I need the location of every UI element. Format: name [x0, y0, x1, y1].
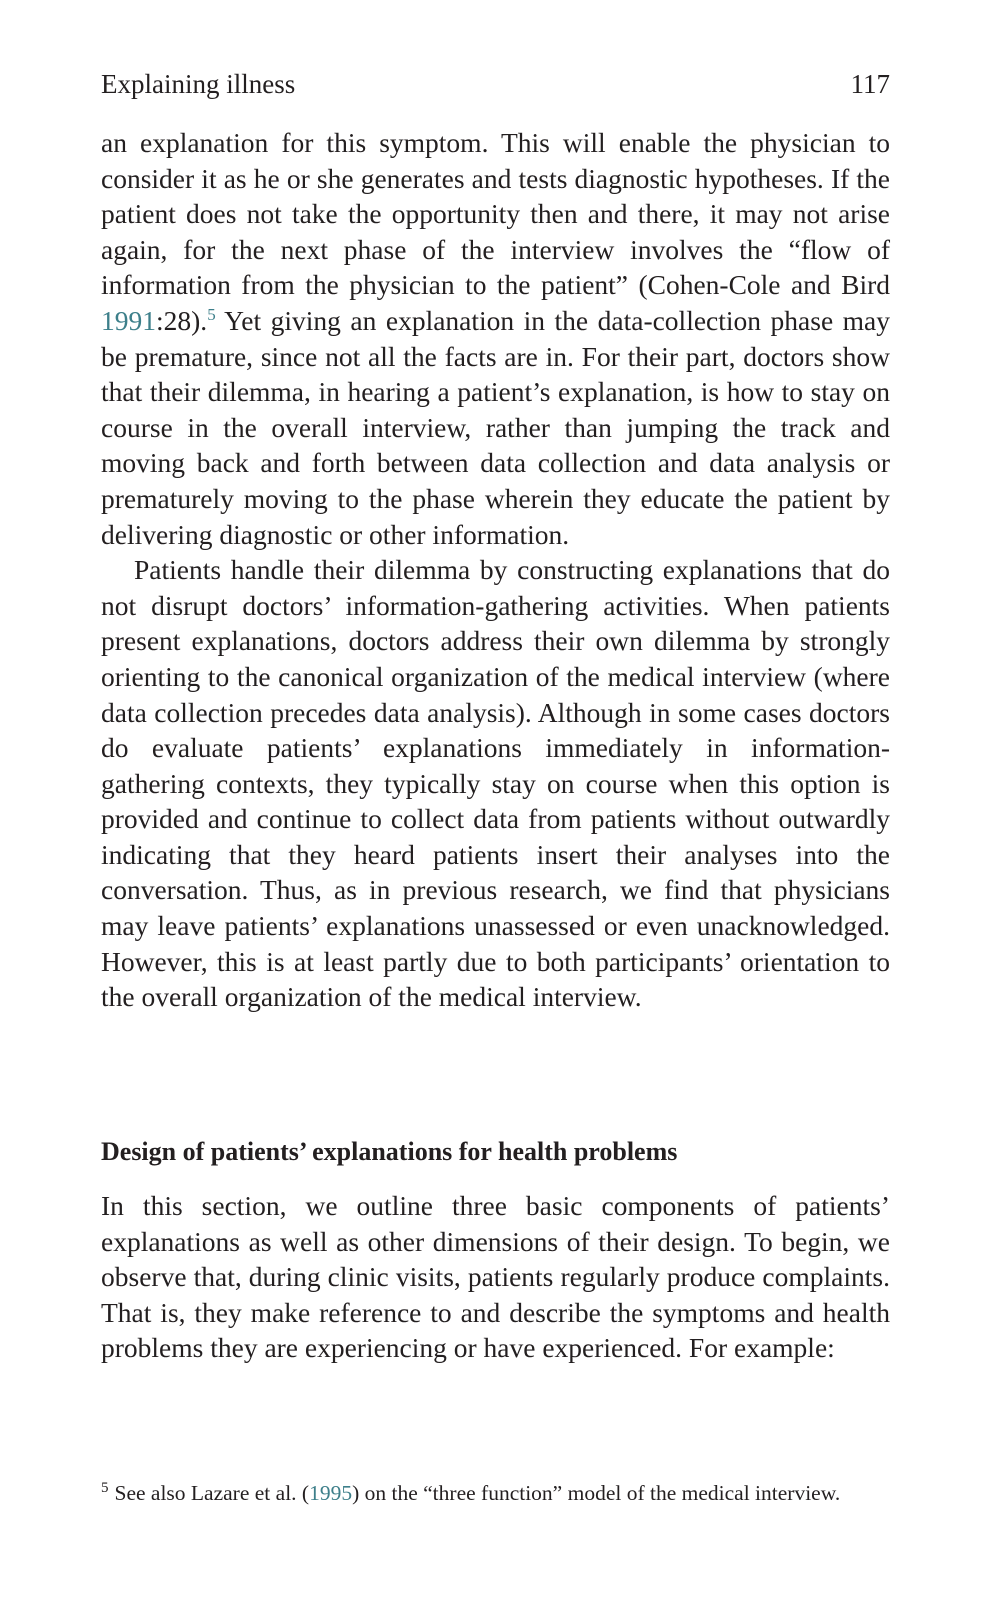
page-number: 117: [850, 69, 890, 99]
footnote-reference-link[interactable]: 5: [207, 304, 216, 324]
paragraph-text: an explanation for this symptom. This will enable the physician to consider it as he or she generates and tests diagnostic hypotheses. If the patient does not take the opportunity then and there, it may not arise again, for the next phase of the interview involves the “flow of information from the physician to the patient” (Cohen-Cole and Bird: [101, 127, 890, 301]
body-text: [101, 125, 890, 1015]
running-head: [101, 64, 890, 104]
section-heading: Design of patients’ explanations for health problems: [101, 1137, 678, 1166]
paragraph-text: :28).: [156, 304, 208, 336]
footnote-marker: 5: [101, 1479, 109, 1496]
paragraph-text: Yet giving an explanation in the data-collection phase may be premature, since not all the facts are in. For their part, doctors show that their dilemma, in hearing a patient’s explanation, is how to stay on course in the overall interview, rather than jumping the track and moving back and forth between data collection and data analysis or prematurely moving to the phase wherein they educate the patient by delivering diagnostic or other information.: [101, 304, 890, 550]
footnote: [101, 1478, 890, 1508]
citation-link-1991[interactable]: 1991: [101, 304, 156, 336]
footnote-text: ) on the “three function” model of the medical interview.: [352, 1481, 841, 1505]
section-paragraph: In this section, we outline three basic components of patients’ explanations as well as other dimensions of their design. To begin, we observe that, during clinic visits, patients regularly produce complaints. That is, they make reference to and describe the symptoms and health problems they are experiencing or have experienced. For example:: [101, 1190, 890, 1364]
paragraph: Patients handle their dilemma by constructing explanations that do not disrupt doctors’ information-gathering activities. When patients present explanations, doctors address their own dilemma by strongly orienting to the canonical organization of the medical interview (where data collection precedes data analysis). Although in some cases doctors do evaluate patients’ explanations immediately in information-gathering contexts, they typically stay on course when this option is provided and continue to collect data from patients without outwardly indicating that they heard patients insert their analyses into the conversation. Thus, as in previous research, we find that physicians may leave patients’ explanations unassessed or even unacknowledged. However, this is at least partly due to both participants’ orientation to the overall organization of the medical interview.: [101, 554, 890, 1013]
footnote-text: See also Lazare et al. (: [114, 1481, 310, 1505]
running-head-title: Explaining illness: [101, 69, 296, 99]
paragraph-continued: [101, 125, 890, 552]
citation-link-1995[interactable]: 1995: [309, 1481, 353, 1505]
